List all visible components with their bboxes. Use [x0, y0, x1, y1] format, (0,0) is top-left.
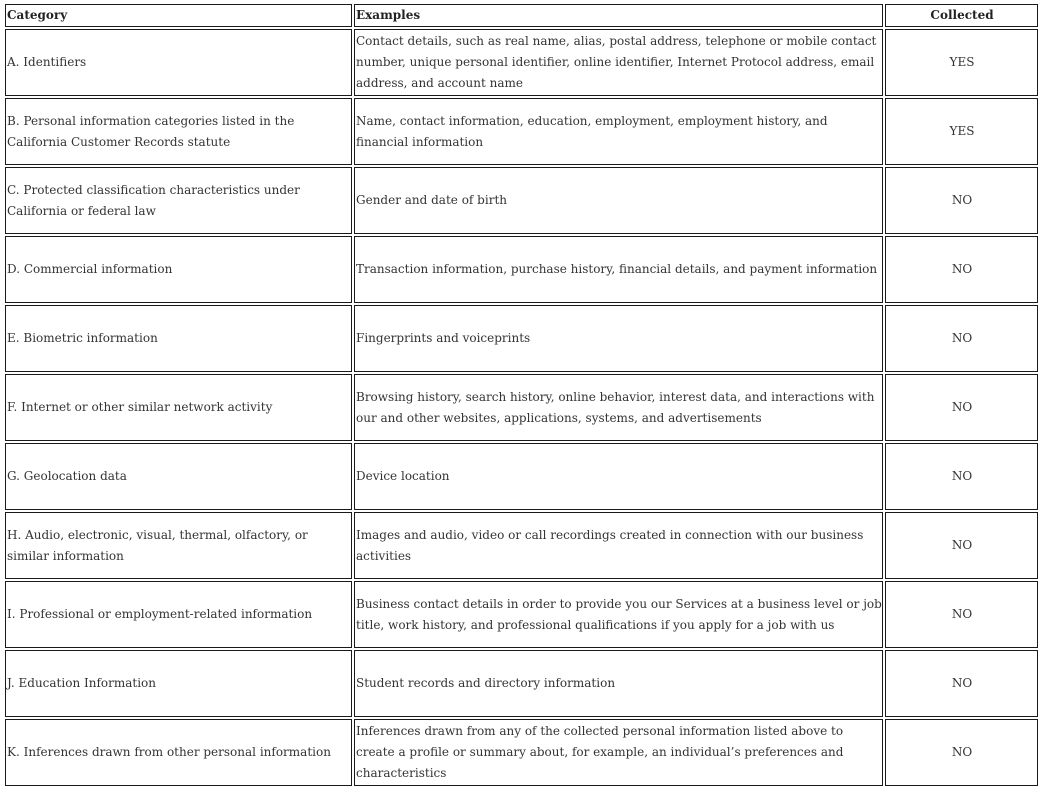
header-examples: Examples — [354, 4, 883, 27]
examples-cell: Name, contact information, education, employment, employment history, and financial information — [354, 98, 883, 165]
table-row — [5, 374, 1038, 441]
examples-cell: Device location — [354, 443, 883, 510]
category-cell: F. Internet or other similar network activity — [5, 374, 352, 441]
category-cell: J. Education Information — [5, 650, 352, 717]
category-cell: G. Geolocation data — [5, 443, 352, 510]
examples-cell: Fingerprints and voiceprints — [354, 305, 883, 372]
table-row — [5, 167, 1038, 234]
collected-cell: NO — [885, 650, 1038, 717]
examples-cell: Student records and directory information — [354, 650, 883, 717]
examples-cell: Business contact details in order to provide you our Services at a business level or job title, work history, and professional qualifications if you apply for a job with us — [354, 581, 883, 648]
table-row — [5, 719, 1038, 786]
data-categories-table-container — [3, 2, 1040, 788]
collected-cell: NO — [885, 305, 1038, 372]
examples-cell: Images and audio, video or call recordings created in connection with our business activities — [354, 512, 883, 579]
collected-cell: NO — [885, 581, 1038, 648]
category-cell: E. Biometric information — [5, 305, 352, 372]
category-cell: A. Identifiers — [5, 29, 352, 96]
header-collected: Collected — [885, 4, 1038, 27]
examples-cell: Gender and date of birth — [354, 167, 883, 234]
category-cell: C. Protected classification characteristics under California or federal law — [5, 167, 352, 234]
header-category: Category — [5, 4, 352, 27]
category-cell: B. Personal information categories listed in the California Customer Records statute — [5, 98, 352, 165]
collected-cell: NO — [885, 719, 1038, 786]
category-cell: I. Professional or employment-related information — [5, 581, 352, 648]
table-row — [5, 443, 1038, 510]
examples-cell: Contact details, such as real name, alias, postal address, telephone or mobile contact number, unique personal identifier, online identifier, Internet Protocol address, email address, and account name — [354, 29, 883, 96]
collected-cell: NO — [885, 443, 1038, 510]
table-row — [5, 236, 1038, 303]
category-cell: K. Inferences drawn from other personal information — [5, 719, 352, 786]
category-cell: H. Audio, electronic, visual, thermal, olfactory, or similar information — [5, 512, 352, 579]
table-row — [5, 581, 1038, 648]
table-row — [5, 650, 1038, 717]
examples-cell: Transaction information, purchase history, financial details, and payment information — [354, 236, 883, 303]
collected-cell: YES — [885, 98, 1038, 165]
table-row — [5, 29, 1038, 96]
collected-cell: NO — [885, 512, 1038, 579]
examples-cell: Inferences drawn from any of the collected personal information listed above to create a profile or summary about, for example, an individual’s preferences and characteristics — [354, 719, 883, 786]
collected-cell: NO — [885, 236, 1038, 303]
collected-cell: YES — [885, 29, 1038, 96]
examples-cell: Browsing history, search history, online behavior, interest data, and interactions with our and other websites, applications, systems, and advertisements — [354, 374, 883, 441]
table-row — [5, 305, 1038, 372]
table-row — [5, 512, 1038, 579]
table-row — [5, 98, 1038, 165]
category-cell: D. Commercial information — [5, 236, 352, 303]
data-categories-table — [3, 2, 1040, 788]
table-header-row — [5, 4, 1038, 27]
collected-cell: NO — [885, 374, 1038, 441]
collected-cell: NO — [885, 167, 1038, 234]
